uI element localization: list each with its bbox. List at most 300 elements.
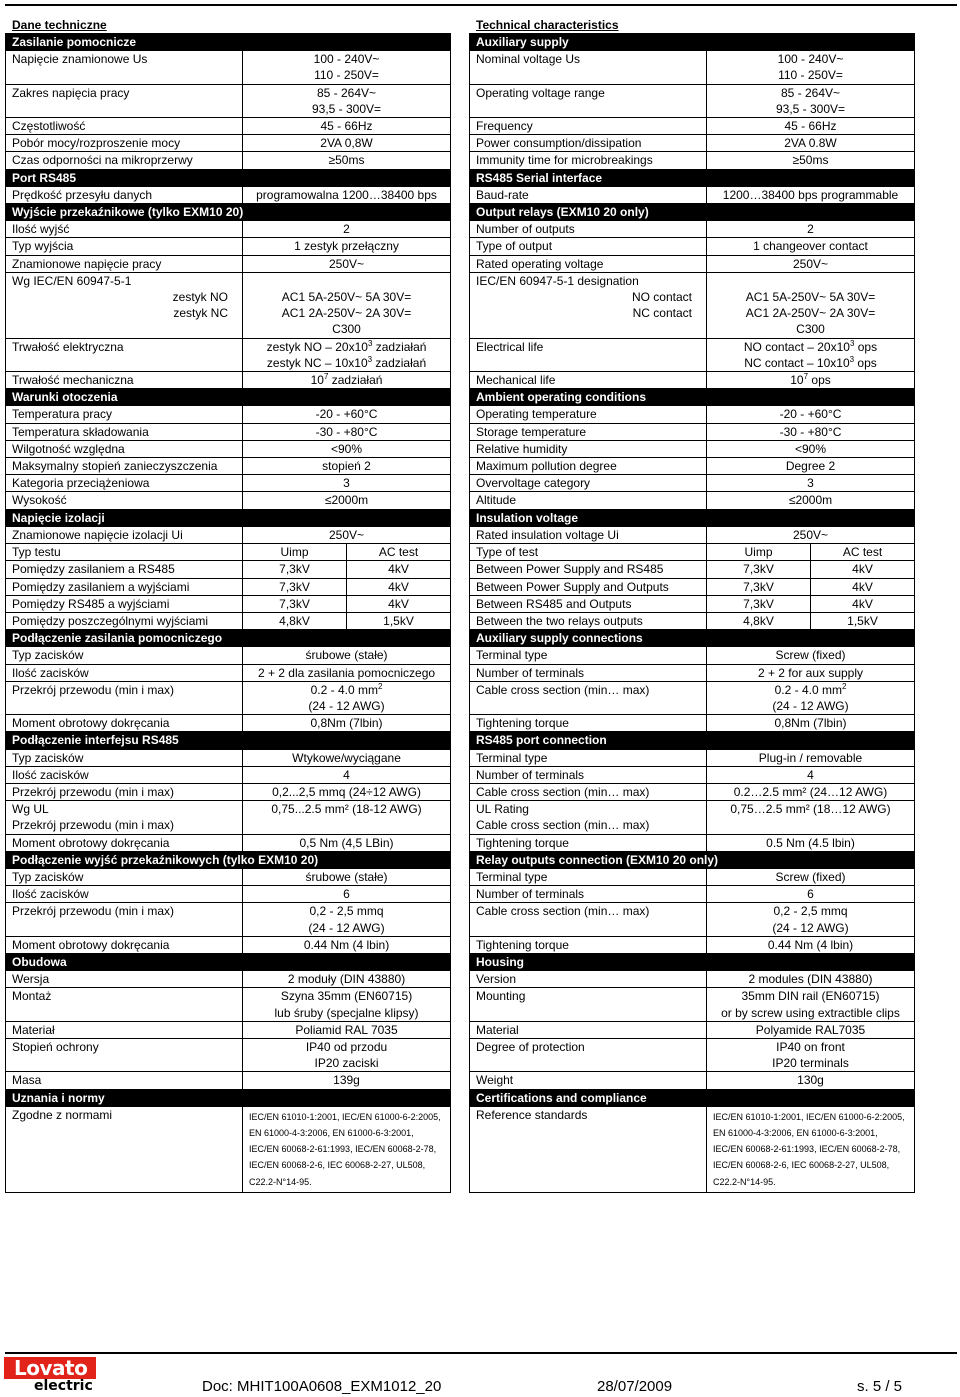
row-value bbox=[243, 272, 451, 338]
row-label: Typ testu bbox=[6, 544, 243, 561]
page-title: Dane techniczne bbox=[12, 18, 107, 32]
row-label: Power consumption/dissipation bbox=[470, 135, 707, 152]
row-label: Pomiędzy zasilaniem a wyjściami bbox=[6, 578, 243, 595]
iec-label: IEC/EN 60947-5-1 designation bbox=[476, 273, 639, 288]
row-value-ac: 4kV bbox=[811, 578, 915, 595]
value-line-2: (24 - 12 AWG) bbox=[308, 920, 385, 935]
row-value bbox=[707, 272, 915, 338]
no-contact-value: AC1 5A-250V~ 5A 30V= bbox=[281, 290, 412, 305]
row-value bbox=[707, 988, 915, 1021]
value-line-1: 85 - 264V~ bbox=[316, 85, 377, 100]
row-value bbox=[243, 1038, 451, 1071]
mech-base: 10 bbox=[310, 373, 324, 388]
footer-page: s. 5 / 5 bbox=[857, 1378, 903, 1395]
section-header: Podłączenie interfejsu RS485 bbox=[6, 732, 451, 749]
row-power-consumption bbox=[470, 135, 915, 152]
row-rated-insulation bbox=[470, 526, 915, 543]
elec-nc-text: zestyk NC – 10x10 bbox=[266, 355, 368, 370]
row-output-type bbox=[6, 238, 451, 255]
row-label: Rated insulation voltage Ui bbox=[470, 526, 707, 543]
row-label: Maximum pollution degree bbox=[470, 458, 707, 475]
row-label: Number of terminals bbox=[470, 664, 707, 681]
logo-word-lovato: Lovato bbox=[14, 1356, 88, 1380]
row-value: 130g bbox=[707, 1072, 915, 1089]
row-voltage-range bbox=[470, 84, 915, 117]
row-label: Version bbox=[470, 971, 707, 988]
elec-nc-exp: 3 bbox=[849, 354, 855, 364]
row-relay-cable bbox=[470, 903, 915, 936]
section-ambient bbox=[470, 389, 915, 406]
column-polish bbox=[5, 18, 450, 1193]
section-header: Wyjście przekaźnikowe (tylko EXM10 20) bbox=[6, 204, 451, 221]
section-aux-conn bbox=[6, 630, 451, 647]
row-immunity-time bbox=[470, 152, 915, 169]
row-aux-cable bbox=[6, 681, 451, 714]
row-rs485-terminal-type bbox=[6, 749, 451, 766]
row-electrical-life bbox=[6, 338, 451, 371]
row-value: Poliamid RAL 7035 bbox=[243, 1021, 451, 1038]
row-label: Czas odporności na mikroprzerwy bbox=[6, 152, 243, 169]
row-label: Masa bbox=[6, 1072, 243, 1089]
section-rs485 bbox=[470, 169, 915, 186]
row-rs485-terminal-type bbox=[470, 749, 915, 766]
row-material bbox=[470, 1021, 915, 1038]
row-aux-torque bbox=[6, 715, 451, 732]
value-line-2: 110 - 250V= bbox=[314, 68, 379, 83]
elec-nc-unit: ops bbox=[854, 355, 877, 370]
row-mounting bbox=[6, 988, 451, 1021]
row-label: Overvoltage category bbox=[470, 475, 707, 492]
value-sup: 2 bbox=[377, 681, 383, 691]
row-value: 0,2...2,5 mmq (24÷12 AWG) bbox=[243, 783, 451, 800]
section-header: Podłączenie zasilania pomocniczego bbox=[6, 630, 451, 647]
row-version bbox=[6, 971, 451, 988]
section-ambient bbox=[6, 389, 451, 406]
row-value: 1 zestyk przełączny bbox=[243, 238, 451, 255]
row-value-ac: 1,5kV bbox=[811, 612, 915, 629]
footer-date: 28/07/2009 bbox=[597, 1378, 673, 1395]
row-label: Tightening torque bbox=[470, 834, 707, 851]
section-header: Insulation voltage bbox=[470, 509, 915, 526]
row-label: Znamionowe napięcie pracy bbox=[6, 255, 243, 272]
row-label: Typ zacisków bbox=[6, 868, 243, 885]
row-iec-designation bbox=[470, 272, 915, 338]
row-relative-humidity bbox=[6, 440, 451, 457]
iec-label: Wg IEC/EN 60947-5-1 bbox=[12, 273, 132, 288]
row-rs485-torque bbox=[6, 834, 451, 851]
row-label: Material bbox=[470, 1021, 707, 1038]
row-rs485-cable bbox=[6, 783, 451, 800]
row-relative-humidity bbox=[470, 440, 915, 457]
row-supply-outputs bbox=[470, 578, 915, 595]
row-value: 2 moduły (DIN 43880) bbox=[243, 971, 451, 988]
row-label: Prędkość przesyłu danych bbox=[6, 186, 243, 203]
row-electrical-life bbox=[470, 338, 915, 371]
row-operating-temperature bbox=[470, 406, 915, 423]
row-iec-designation bbox=[6, 272, 451, 338]
value-line-2: IP20 zaciski bbox=[314, 1056, 379, 1071]
row-value: 2 bbox=[243, 221, 451, 238]
row-value-uimp: 4,8kV bbox=[243, 612, 347, 629]
row-label: Moment obrotowy dokręcania bbox=[6, 715, 243, 732]
row-label: Cable cross section (min… max) bbox=[470, 903, 707, 936]
row-label bbox=[6, 801, 243, 834]
row-aux-terminal-count bbox=[6, 664, 451, 681]
row-label: Materiał bbox=[6, 1021, 243, 1038]
row-value-ac: 4kV bbox=[347, 578, 451, 595]
row-ul-rating bbox=[470, 801, 915, 834]
section-header: Output relays (EXM10 20 only) bbox=[470, 204, 915, 221]
row-label: Zgodne z normami bbox=[6, 1106, 243, 1192]
mech-unit: zadziałań bbox=[328, 373, 383, 388]
row-value: -20 - +60°C bbox=[707, 406, 915, 423]
row-value: 2VA 0.8W bbox=[707, 135, 915, 152]
row-label: Montaż bbox=[6, 988, 243, 1021]
row-value: 0.2…2.5 mm² (24…12 AWG) bbox=[707, 783, 915, 800]
row-value: 0,8Nm (7lbin) bbox=[243, 715, 451, 732]
value-line-2: 110 - 250V= bbox=[778, 68, 843, 83]
nc-contact-label: NC contact bbox=[632, 306, 692, 321]
elec-nc-text: NC contact – 10x10 bbox=[744, 355, 850, 370]
section-header: Auxiliary supply connections bbox=[470, 630, 915, 647]
no-contact-label: NO contact bbox=[631, 290, 692, 305]
value-line-1: IP40 on front bbox=[776, 1039, 845, 1054]
row-reference-standards bbox=[470, 1106, 915, 1192]
row-label: Temperatura składowania bbox=[6, 423, 243, 440]
row-storage-temperature bbox=[470, 423, 915, 440]
row-frequency bbox=[6, 118, 451, 135]
c300-value: C300 bbox=[332, 322, 361, 337]
row-rated-voltage bbox=[6, 255, 451, 272]
elec-nc-unit: zadziałań bbox=[372, 355, 427, 370]
row-mechanical-life bbox=[470, 372, 915, 389]
row-value-uimp: 7,3kV bbox=[707, 595, 811, 612]
section-header: Housing bbox=[470, 953, 915, 970]
page-title: Technical characteristics bbox=[476, 18, 619, 32]
row-operating-temperature bbox=[6, 406, 451, 423]
value-line-2: IP20 terminals bbox=[772, 1056, 849, 1071]
row-value: ≤2000m bbox=[243, 492, 451, 509]
row-value-uimp: 7,3kV bbox=[243, 595, 347, 612]
row-output-count bbox=[470, 221, 915, 238]
row-label: Kategoria przeciążeniowa bbox=[6, 475, 243, 492]
row-value: ≥50ms bbox=[243, 152, 451, 169]
row-label: Type of output bbox=[470, 238, 707, 255]
row-label: Operating voltage range bbox=[470, 84, 707, 117]
section-housing bbox=[6, 953, 451, 970]
section-header: Port RS485 bbox=[6, 169, 451, 186]
row-label: Moment obrotowy dokręcania bbox=[6, 834, 243, 851]
row-relay-relay bbox=[6, 612, 451, 629]
row-value: 45 - 66Hz bbox=[243, 118, 451, 135]
row-supply-outputs bbox=[6, 578, 451, 595]
row-value: <90% bbox=[243, 440, 451, 457]
row-label: Terminal type bbox=[470, 868, 707, 885]
section-relays bbox=[6, 204, 451, 221]
row-altitude bbox=[470, 492, 915, 509]
row-value: -30 - +80°C bbox=[243, 423, 451, 440]
row-label: Wersja bbox=[6, 971, 243, 988]
row-rated-voltage bbox=[470, 255, 915, 272]
row-value: 250V~ bbox=[243, 526, 451, 543]
row-value bbox=[707, 338, 915, 371]
row-label: Number of outputs bbox=[470, 221, 707, 238]
section-header: RS485 port connection bbox=[470, 732, 915, 749]
row-label: Ilość zacisków bbox=[6, 766, 243, 783]
row-aux-terminal-type bbox=[6, 647, 451, 664]
row-label: Reference standards bbox=[470, 1106, 707, 1192]
row-value: stopień 2 bbox=[243, 458, 451, 475]
row-storage-temperature bbox=[6, 423, 451, 440]
row-rs485-cable bbox=[470, 783, 915, 800]
row-baud-rate bbox=[6, 186, 451, 203]
no-contact-label: zestyk NO bbox=[172, 290, 228, 305]
no-contact-value: AC1 5A-250V~ 5A 30V= bbox=[745, 290, 876, 305]
row-value bbox=[243, 51, 451, 84]
row-value: 0.5 Nm (4.5 lbin) bbox=[707, 834, 915, 851]
value-line-2: 93,5 - 300V= bbox=[775, 101, 846, 116]
row-label: Trwałość mechaniczna bbox=[6, 372, 243, 389]
row-value: ≥50ms bbox=[707, 152, 915, 169]
col-ac-test: AC test bbox=[347, 544, 451, 561]
row-label: Electrical life bbox=[470, 338, 707, 371]
row-label: Tightening torque bbox=[470, 715, 707, 732]
section-insulation bbox=[470, 509, 915, 526]
row-label: Cable cross section (min… max) bbox=[470, 783, 707, 800]
row-overvoltage-category bbox=[6, 475, 451, 492]
row-label: Between Power Supply and Outputs bbox=[470, 578, 707, 595]
row-label: Mechanical life bbox=[470, 372, 707, 389]
row-label bbox=[470, 272, 707, 338]
row-label: Przekrój przewodu (min i max) bbox=[6, 903, 243, 936]
row-value bbox=[707, 372, 915, 389]
mech-exp: 7 bbox=[323, 372, 329, 382]
row-label: Between Power Supply and RS485 bbox=[470, 561, 707, 578]
row-label: Typ zacisków bbox=[6, 647, 243, 664]
row-label: Zakres napięcia pracy bbox=[6, 84, 243, 117]
row-label: Operating temperature bbox=[470, 406, 707, 423]
section-header: Certifications and compliance bbox=[470, 1089, 915, 1106]
mech-base: 10 bbox=[790, 373, 804, 388]
section-cert bbox=[470, 1089, 915, 1106]
row-value bbox=[707, 51, 915, 84]
row-value: 250V~ bbox=[243, 255, 451, 272]
row-label: Stopień ochrony bbox=[6, 1038, 243, 1071]
row-value bbox=[243, 372, 451, 389]
row-relay-terminal-count bbox=[470, 886, 915, 903]
row-mechanical-life bbox=[6, 372, 451, 389]
ul-label: UL Rating bbox=[476, 802, 529, 817]
section-header: Obudowa bbox=[6, 953, 451, 970]
row-output-type bbox=[470, 238, 915, 255]
row-value: Screw (fixed) bbox=[707, 647, 915, 664]
row-value: 0,8Nm (7lbin) bbox=[707, 715, 915, 732]
row-value: śrubowe (stałe) bbox=[243, 647, 451, 664]
section-header: Podłączenie wyjść przekaźnikowych (tylko EXM10 20) bbox=[6, 851, 451, 868]
value-line-1: 35mm DIN rail (EN60715) bbox=[741, 989, 880, 1004]
row-value: programowalna 1200…38400 bps bbox=[243, 186, 451, 203]
row-reference-standards bbox=[6, 1106, 451, 1192]
section-aux-supply bbox=[6, 34, 451, 51]
row-value-ac: 4kV bbox=[347, 595, 451, 612]
mech-exp: 7 bbox=[803, 372, 809, 382]
row-value: 250V~ bbox=[707, 526, 915, 543]
row-immunity-time bbox=[6, 152, 451, 169]
section-header: Uznania i normy bbox=[6, 1089, 451, 1106]
row-relay-torque bbox=[470, 936, 915, 953]
row-protection-degree bbox=[470, 1038, 915, 1071]
row-label: Częstotliwość bbox=[6, 118, 243, 135]
row-value: 0.44 Nm (4 lbin) bbox=[707, 936, 915, 953]
row-rs485-terminal-count bbox=[6, 766, 451, 783]
elec-no-text: NO contact – 20x10 bbox=[743, 339, 850, 354]
row-label: Typ zacisków bbox=[6, 749, 243, 766]
row-value bbox=[707, 903, 915, 936]
row-value bbox=[707, 84, 915, 117]
row-aux-terminal-count bbox=[470, 664, 915, 681]
row-label: Typ wyjścia bbox=[6, 238, 243, 255]
row-supply-rs485 bbox=[6, 561, 451, 578]
row-ul-rating bbox=[6, 801, 451, 834]
section-housing bbox=[470, 953, 915, 970]
row-label: Number of terminals bbox=[470, 886, 707, 903]
row-label: Altitude bbox=[470, 492, 707, 509]
row-value: Degree 2 bbox=[707, 458, 915, 475]
row-protection-degree bbox=[6, 1038, 451, 1071]
row-value: 2 + 2 dla zasilania pomocniczego bbox=[243, 664, 451, 681]
row-label: Pobór mocy/rozproszenie mocy bbox=[6, 135, 243, 152]
row-value-uimp: 7,3kV bbox=[707, 578, 811, 595]
row-value: 2 modules (DIN 43880) bbox=[707, 971, 915, 988]
section-header: Relay outputs connection (EXM10 20 only) bbox=[470, 851, 915, 868]
row-supply-rs485 bbox=[470, 561, 915, 578]
row-value: 3 bbox=[243, 475, 451, 492]
elec-nc-exp: 3 bbox=[367, 354, 373, 364]
value-line-2: 93,5 - 300V= bbox=[311, 101, 382, 116]
row-label: Weight bbox=[470, 1072, 707, 1089]
elec-no-unit: zadziałań bbox=[372, 339, 427, 354]
ul-cable-label: Cable cross section (min… max) bbox=[476, 818, 650, 833]
section-cert bbox=[6, 1089, 451, 1106]
row-value-uimp: 7,3kV bbox=[707, 561, 811, 578]
row-value bbox=[243, 903, 451, 936]
c300-value: C300 bbox=[796, 322, 825, 337]
row-label: Wilgotność względna bbox=[6, 440, 243, 457]
section-relay-conn bbox=[6, 851, 451, 868]
value-line-2: (24 - 12 AWG) bbox=[772, 698, 849, 713]
value-line-1: IP40 od przodu bbox=[305, 1039, 388, 1054]
row-rs485-torque bbox=[470, 834, 915, 851]
row-label: Cable cross section (min… max) bbox=[470, 681, 707, 714]
row-label: Mounting bbox=[470, 988, 707, 1021]
row-frequency bbox=[470, 118, 915, 135]
row-value: 6 bbox=[707, 886, 915, 903]
row-value-uimp: 7,3kV bbox=[243, 561, 347, 578]
row-value bbox=[707, 681, 915, 714]
row-aux-terminal-type bbox=[470, 647, 915, 664]
row-label: Number of terminals bbox=[470, 766, 707, 783]
row-value: 0.44 Nm (4 lbin) bbox=[243, 936, 451, 953]
row-value-ac: 4kV bbox=[811, 561, 915, 578]
value-sup: 2 bbox=[841, 681, 847, 691]
row-label: Degree of protection bbox=[470, 1038, 707, 1071]
section-header: Warunki otoczenia bbox=[6, 389, 451, 406]
row-value: Polyamide RAL7035 bbox=[707, 1021, 915, 1038]
row-value: 45 - 66Hz bbox=[707, 118, 915, 135]
row-label: Pomiędzy zasilaniem a RS485 bbox=[6, 561, 243, 578]
section-insulation bbox=[6, 509, 451, 526]
spec-table bbox=[469, 33, 915, 1193]
row-label: Trwałość elektryczna bbox=[6, 338, 243, 371]
row-value: -30 - +80°C bbox=[707, 423, 915, 440]
row-value: 139g bbox=[243, 1072, 451, 1089]
section-header: Auxiliary supply bbox=[470, 34, 915, 51]
row-pollution-degree bbox=[470, 458, 915, 475]
row-rated-insulation bbox=[6, 526, 451, 543]
row-label: Napięcie znamionowe Us bbox=[6, 51, 243, 84]
row-value: ≤2000m bbox=[707, 492, 915, 509]
row-baud-rate bbox=[470, 186, 915, 203]
section-relays bbox=[470, 204, 915, 221]
value-line-2: lub śruby (specjalne klipsy) bbox=[274, 1005, 419, 1020]
row-nominal-voltage bbox=[6, 51, 451, 84]
row-value bbox=[243, 84, 451, 117]
value-line-2: or by screw using extractible clips bbox=[721, 1005, 900, 1020]
row-label: Relative humidity bbox=[470, 440, 707, 457]
row-label bbox=[470, 801, 707, 834]
row-value bbox=[243, 988, 451, 1021]
row-label: Przekrój przewodu (min i max) bbox=[6, 681, 243, 714]
spec-table bbox=[5, 33, 451, 1193]
row-value bbox=[707, 1038, 915, 1071]
row-value: 4 bbox=[243, 766, 451, 783]
row-label: Between RS485 and Outputs bbox=[470, 595, 707, 612]
row-altitude bbox=[6, 492, 451, 509]
row-value bbox=[243, 681, 451, 714]
section-aux-supply bbox=[470, 34, 915, 51]
row-label: Between the two relays outputs bbox=[470, 612, 707, 629]
row-relay-relay bbox=[470, 612, 915, 629]
row-label: Temperatura pracy bbox=[6, 406, 243, 423]
row-label: Terminal type bbox=[470, 647, 707, 664]
value-line-1: 0.2 - 4.0 mm bbox=[310, 682, 378, 697]
row-label: Pomiędzy RS485 a wyjściami bbox=[6, 595, 243, 612]
row-label: Pomiędzy poszczególnymi wyjściami bbox=[6, 612, 243, 629]
nc-contact-value: AC1 2A-250V~ 2A 30V= bbox=[281, 306, 412, 321]
value-line-1: 100 - 240V~ bbox=[313, 52, 380, 67]
row-value: 0,75…2.5 mm² (18…12 AWG) bbox=[707, 801, 915, 834]
row-aux-cable bbox=[470, 681, 915, 714]
elec-no-text: zestyk NO – 20x10 bbox=[266, 339, 368, 354]
top-rule bbox=[5, 4, 957, 6]
row-version bbox=[470, 971, 915, 988]
row-label: Terminal type bbox=[470, 749, 707, 766]
col-uimp: Uimp bbox=[243, 544, 347, 561]
row-value: Screw (fixed) bbox=[707, 868, 915, 885]
row-value: 2 bbox=[707, 221, 915, 238]
row-label: Type of test bbox=[470, 544, 707, 561]
col-ac-test: AC test bbox=[811, 544, 915, 561]
row-value-ac: 1,5kV bbox=[347, 612, 451, 629]
row-relay-cable bbox=[6, 903, 451, 936]
row-relay-terminal-type bbox=[6, 868, 451, 885]
row-pollution-degree bbox=[6, 458, 451, 475]
row-value-uimp: 4,8kV bbox=[707, 612, 811, 629]
row-value: śrubowe (stałe) bbox=[243, 868, 451, 885]
row-label: Storage temperature bbox=[470, 423, 707, 440]
section-header: Zasilanie pomocnicze bbox=[6, 34, 451, 51]
row-mounting bbox=[470, 988, 915, 1021]
